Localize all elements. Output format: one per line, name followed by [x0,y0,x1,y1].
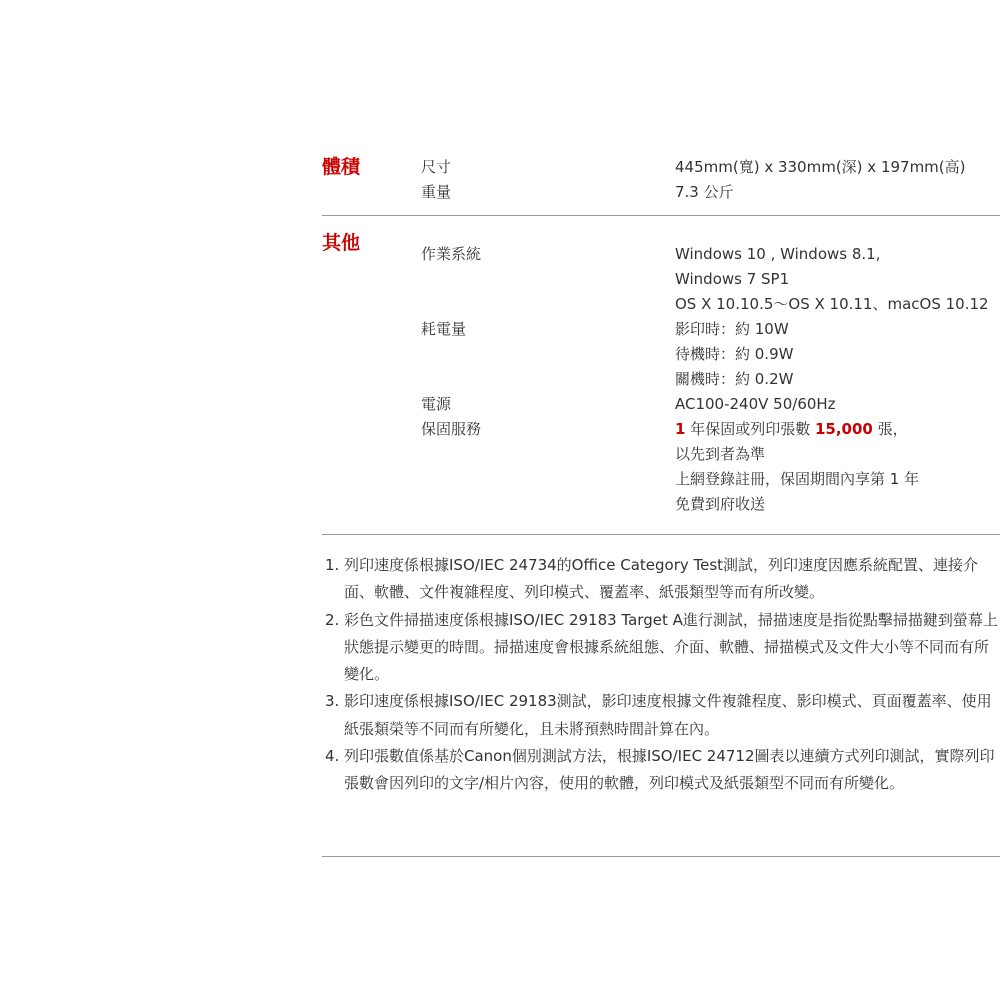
spec-label-dimensions: 尺寸 [421,158,452,176]
spec-label-power-source: 電源 [421,395,452,413]
section-title-other: 其他 [322,232,361,254]
footnote-item [322,607,1000,689]
footnote-list [322,535,1000,798]
footnote-text: 彩色文件掃描速度係根據ISO/IEC 29183 Target A進行測試，掃描速度是指從點擊掃描鍵到螢幕上狀態提示變更的時間。掃描速度會根據系統組態、介面、軟體、掃描模式及文件大小等不同而有所變化。 [344,610,998,684]
warranty-mid-text: 年保固或列印張數 [685,420,815,438]
warranty-end-text: 張， [872,420,908,438]
spec-label-weight: 重量 [421,183,452,201]
spec-row-os [322,242,1000,317]
spec-value-os-3: OS X 10.10.5～OS X 10.11、macOS 10.12 [675,295,989,313]
footnotes [322,535,1000,857]
section-title-volume: 體積 [322,156,361,178]
spec-value-off-power: 關機時：約 0.2W [675,370,794,388]
spec-row-warranty [322,417,1000,517]
spec-value-power-source: AC100-240V 50/60Hz [675,395,836,413]
footnote-number: 3. [325,692,340,711]
other-rows [322,242,1000,517]
spec-value-os-2: Windows 7 SP1 [675,270,790,288]
spec-value-weight: 7.3 公斤 [675,183,734,201]
spec-value-warranty-3: 上網登錄註冊，保固期間內享第 1 年 [675,470,920,488]
spec-value-warranty-4: 免費到府收送 [675,495,766,513]
footnote-text: 影印速度係根據ISO/IEC 29183測試，影印速度根據文件複雜程度、影印模式、頁面覆蓋率、使用紙張類榮等不同而有所變化，且未將預熱時間計算在內。 [344,692,992,738]
section-other [322,229,1000,535]
footnote-number: 4. [325,747,340,766]
spec-sheet [322,153,1000,857]
spec-value-warranty-2: 以先到者為準 [675,445,766,463]
warranty-pages: 15,000 [814,420,873,438]
spec-value-os-1: Windows 10 , Windows 8.1, [675,245,881,263]
section-volume [322,153,1000,216]
spec-value-standby-power: 待機時：約 0.9W [675,345,794,363]
footnote-item [322,552,1000,607]
spec-label-warranty: 保固服務 [421,420,482,438]
footnote-text: 列印張數值係基於Canon個別測試方法，根據ISO/IEC 24712圖表以連續方式列印測試，實際列印張數會因列印的文字/相片內容，使用的軟體，列印模式及紙張類型不同而有所變化。 [344,747,995,793]
spec-value-dimensions: 445mm(寬) x 330mm(深) x 197mm(高) [675,158,966,176]
spec-label-os: 作業系統 [421,245,482,263]
spec-row-power-source [322,392,1000,417]
spec-label-power-consumption: 耗電量 [421,320,467,338]
volume-rows [322,155,1000,205]
warranty-years: 1 [675,420,686,438]
spec-row-weight [322,180,1000,205]
footnote-item [322,743,1000,798]
spec-row-dimensions [322,155,1000,180]
footnote-item [322,688,1000,743]
footnote-text: 列印速度係根據ISO/IEC 24734的Office Category Test測試，列印速度因應系統配置、連接介面、軟體、文件複雜程度、列印模式、覆蓋率、紙張類型等而有所改變。 [344,556,979,602]
spec-value-copy-power: 影印時：約 10W [675,320,789,338]
footnote-number: 2. [325,610,340,629]
spec-value-warranty-1 [675,417,1000,442]
spec-row-power-consumption [322,317,1000,392]
footnote-number: 1. [325,556,340,574]
